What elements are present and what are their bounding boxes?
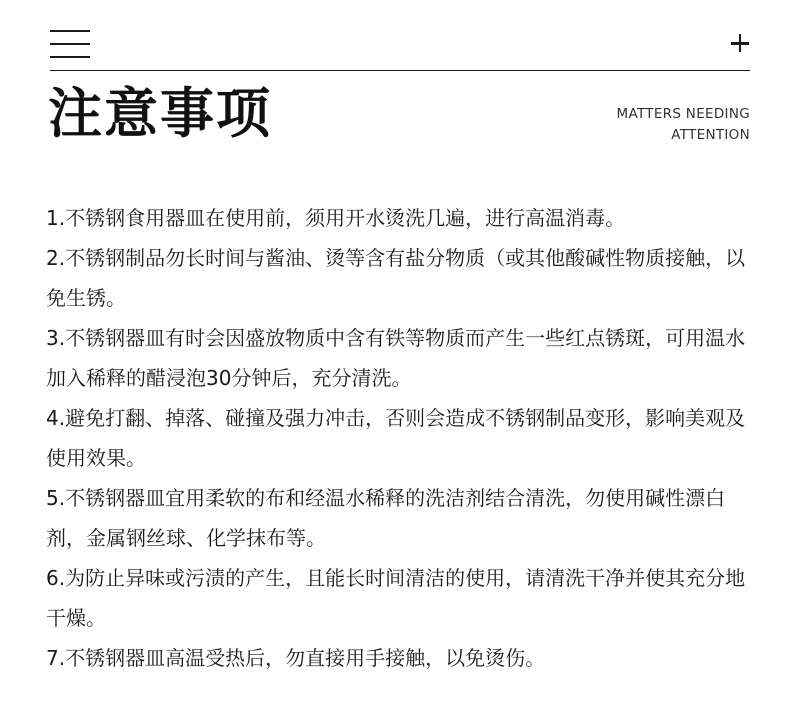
note-item-3: 3.不锈钢器皿有时会因盛放物质中含有铁等物质而产生一些红点锈斑，可用温水加入稀释的醋浸泡30分钟后，充分清洗。 — [46, 326, 746, 390]
hamburger-menu-icon[interactable] — [50, 30, 90, 58]
menu-line — [50, 43, 90, 45]
note-item-6: 6.为防止异味或污渍的产生，且能长时间清洁的使用，请清洗干净并使其充分地干燥。 — [46, 566, 746, 630]
note-item-7: 7.不锈钢器皿高温受热后，勿直接用手接触，以免烫伤。 — [46, 646, 546, 670]
note-item-4: 4.避免打翻、掉落、碰撞及强力冲击，否则会造成不锈钢制品变形，影响美观及使用效果。 — [46, 406, 746, 470]
menu-line — [50, 30, 90, 32]
subtitle-line-2: ATTENTION — [671, 127, 750, 143]
note-item-5: 5.不锈钢器皿宜用柔软的布和经温水稀释的洗洁剂结合清洗，勿使用碱性漂白剂，金属钢丝球、化学抹布等。 — [46, 486, 726, 550]
notes-list — [46, 198, 758, 678]
page-title: 注意事项 — [48, 82, 272, 145]
note-item-1: 1.不锈钢食用器皿在使用前，须用开水烫洗几遍，进行高温消毒。 — [46, 206, 626, 230]
subtitle-line-1: MATTERS NEEDING — [616, 106, 750, 122]
menu-line — [50, 56, 90, 58]
header-divider — [50, 70, 750, 71]
english-subtitle — [617, 104, 750, 146]
plus-icon[interactable] — [731, 34, 749, 52]
note-item-2: 2.不锈钢制品勿长时间与酱油、烫等含有盐分物质（或其他酸碱性物质接触，以免生锈。 — [46, 246, 746, 310]
